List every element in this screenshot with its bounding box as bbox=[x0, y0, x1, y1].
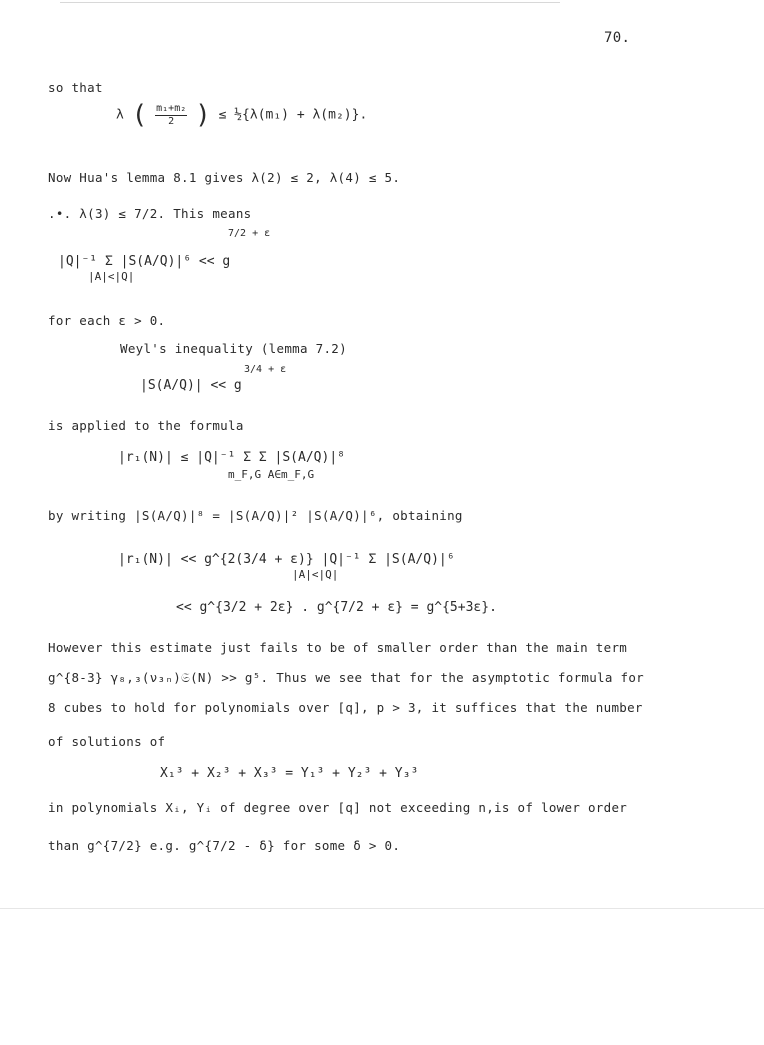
weyl-formula: |S(A/Q)| << g bbox=[140, 378, 242, 393]
page-number: 70. bbox=[604, 30, 631, 46]
hua-lemma-line: Now Hua's lemma 8.1 gives λ(2) ≤ 2, λ(4) ≤ 5. bbox=[48, 170, 401, 185]
polynomials-line: in polynomials Xᵢ, Yᵢ of degree over [q] not exceeding n,is of lower order bbox=[48, 800, 628, 815]
lambda-inequality: λ ( $\frac{\text{m₁+m₂}}{2}$ ) ≤ ½{λ(m₁) + λ(m₂)}. bbox=[116, 100, 368, 130]
for-each-line: for each ε > 0. bbox=[48, 313, 166, 328]
sum1-exponent: 7/2 + ε bbox=[228, 228, 271, 239]
sum1-formula: |Q|⁻¹ Σ |S(A/Q)|⁶ << g bbox=[58, 254, 231, 269]
r1-bound-subscript: |A|<|Q| bbox=[292, 568, 339, 581]
r1-subscript: m_F,G A∈m_F,G bbox=[228, 468, 315, 481]
midpoint-numerator: m₁+m₂ bbox=[156, 102, 187, 114]
midpoint-denominator: 2 bbox=[168, 115, 175, 127]
main-term-line: g^{8-3} γ₈,₃(ν₃ₙ)𝔖(N) >> g⁵. Thus we see that for the asymptotic formula for bbox=[48, 670, 644, 685]
however-line: However this estimate just fails to be of smaller order than the main term bbox=[48, 640, 628, 655]
than-line: than g^{7/2} e.g. g^{7/2 - δ} for some δ > 0. bbox=[48, 838, 401, 853]
so-that-line: so that bbox=[48, 80, 103, 95]
lambda-symbol: λ bbox=[116, 107, 124, 123]
weyl-exponent: 3/4 + ε bbox=[244, 364, 287, 375]
cubes-equation: X₁³ + X₂³ + X₃³ = Y₁³ + Y₂³ + Y₃³ bbox=[160, 766, 419, 781]
solutions-line: of solutions of bbox=[48, 734, 166, 749]
scan-bottom-edge bbox=[0, 908, 764, 909]
therefore-line: .•. λ(3) ≤ 7/2. This means bbox=[48, 206, 252, 221]
sum1-subscript: |A|<|Q| bbox=[88, 270, 135, 283]
r1-bound: |r₁(N)| << g^{2(3/4 + ε)} |Q|⁻¹ Σ |S(A/Q)|⁶ bbox=[118, 552, 455, 567]
final-bound: << g^{3/2 + 2ε} . g^{7/2 + ε} = g^{5+3ε}. bbox=[176, 600, 497, 615]
weyl-line: Weyl's inequality (lemma 7.2) bbox=[120, 341, 347, 356]
applied-line: is applied to the formula bbox=[48, 418, 244, 433]
r1-formula: |r₁(N)| ≤ |Q|⁻¹ Σ Σ |S(A/Q)|⁸ bbox=[118, 450, 345, 465]
cubes-line: 8 cubes to hold for polynomials over [q], p > 3, it suffices that the number bbox=[48, 700, 643, 715]
scan-top-edge bbox=[60, 2, 560, 3]
writing-line: by writing |S(A/Q)|⁸ = |S(A/Q)|² |S(A/Q)|⁶, obtaining bbox=[48, 508, 463, 523]
midpoint-fraction bbox=[155, 104, 187, 127]
lambda-inequality-rhs: ≤ ½{λ(m₁) + λ(m₂)}. bbox=[218, 107, 368, 123]
